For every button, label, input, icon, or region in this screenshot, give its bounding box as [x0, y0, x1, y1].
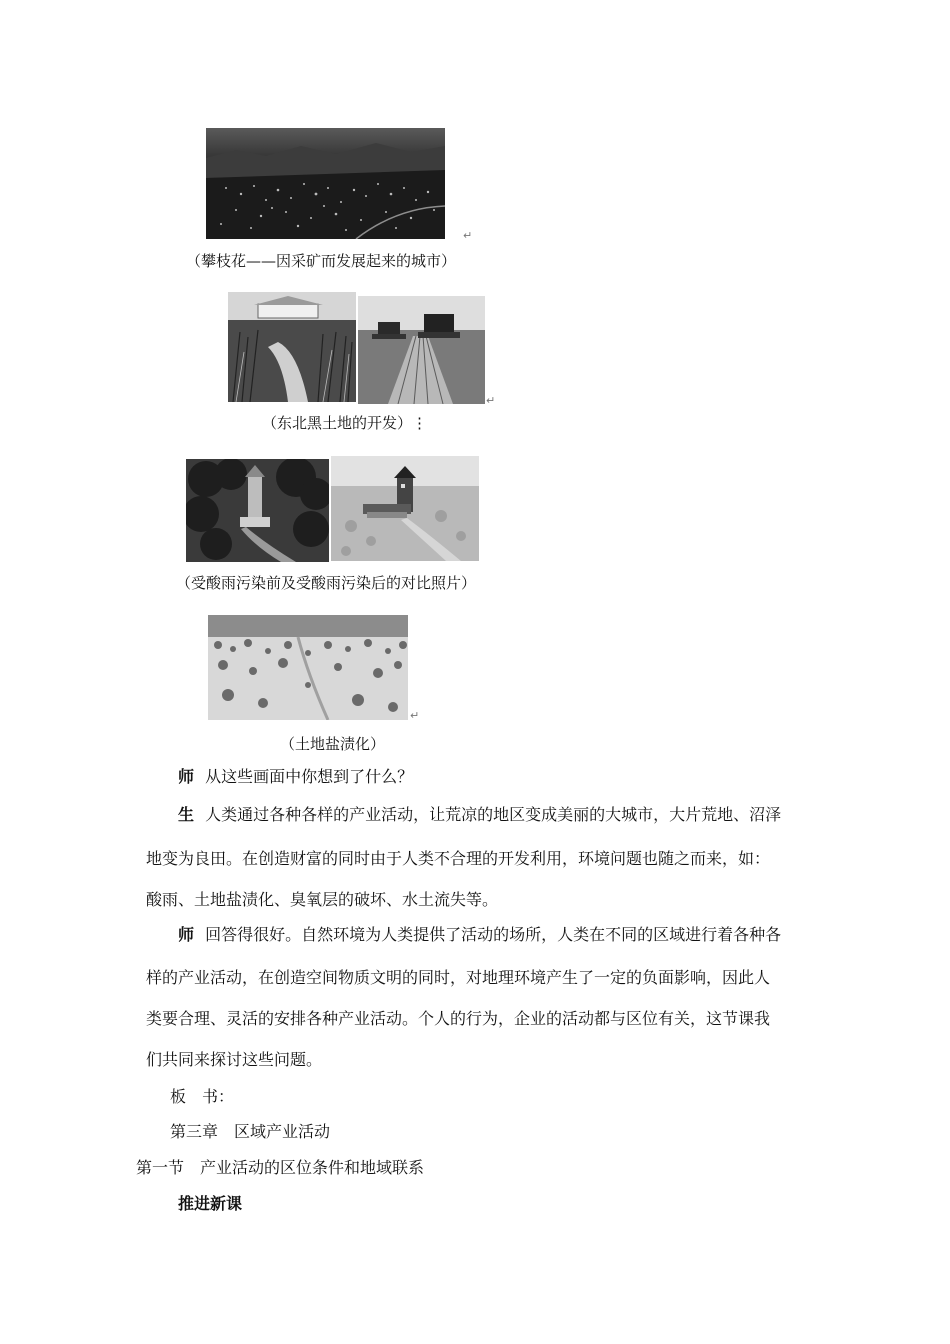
- return-mark: ↵: [486, 394, 496, 407]
- return-mark: ↵: [463, 229, 473, 242]
- dialogue-text: 从这些画面中你想到了什么？: [205, 767, 414, 786]
- board-label: 板 书：: [170, 1087, 235, 1106]
- heitu-field-photo-left: [228, 292, 356, 402]
- speaker-student: 生: [178, 805, 195, 824]
- caption-panzhihua: （攀枝花——因采矿而发展起来的城市）: [186, 252, 457, 270]
- caption-heitu: （东北黑土地的开发）⋮: [262, 414, 428, 432]
- dialogue-student-line-1: [178, 796, 781, 834]
- acid-rain-before-photo: [186, 459, 329, 562]
- dialogue-text: 回答得很好。自然环境为人类提供了活动的场所，人类在不同的区域进行着各种各: [205, 925, 782, 944]
- caption-acid-rain: （受酸雨污染前及受酸雨污染后的对比照片）: [176, 574, 477, 592]
- section-title: 第一节 产业活动的区位条件和地域联系: [136, 1158, 425, 1177]
- heitu-harvester-photo-right: [358, 296, 485, 404]
- panzhihua-city-photo: [206, 128, 445, 239]
- acid-rain-after-photo: [331, 456, 479, 561]
- dialogue-teacher-answer-line-4: 们共同来探讨这些问题。: [146, 1050, 323, 1069]
- dialogue-teacher-answer-line-1: [178, 916, 781, 954]
- speaker-teacher: 师: [178, 767, 195, 786]
- dialogue-teacher-answer-line-2: 样的产业活动，在创造空间物质文明的同时，对地理环境产生了一定的负面影响，因此人: [146, 968, 771, 987]
- dialogue-student-line-3: 酸雨、土地盐渍化、臭氧层的破坏、水土流失等。: [146, 890, 499, 909]
- caption-salinization: （土地盐渍化）: [280, 735, 386, 753]
- chapter-title: 第三章 区域产业活动: [170, 1122, 331, 1141]
- salinization-photo: [208, 615, 408, 720]
- dialogue-text: 人类通过各种各样的产业活动，让荒凉的地区变成美丽的大城市，大片荒地、沼泽: [205, 805, 782, 824]
- dialogue-student-line-2: 地变为良田。在创造财富的同时由于人类不合理的开发利用，环境问题也随之而来，如：: [146, 849, 771, 868]
- speaker-teacher: 师: [178, 925, 195, 944]
- next-lesson-heading: 推进新课: [178, 1194, 243, 1213]
- return-mark: ↵: [410, 709, 420, 722]
- dialogue-teacher-question: [178, 758, 413, 796]
- dialogue-teacher-answer-line-3: 类要合理、灵活的安排各种产业活动。个人的行为，企业的活动都与区位有关，这节课我: [146, 1009, 771, 1028]
